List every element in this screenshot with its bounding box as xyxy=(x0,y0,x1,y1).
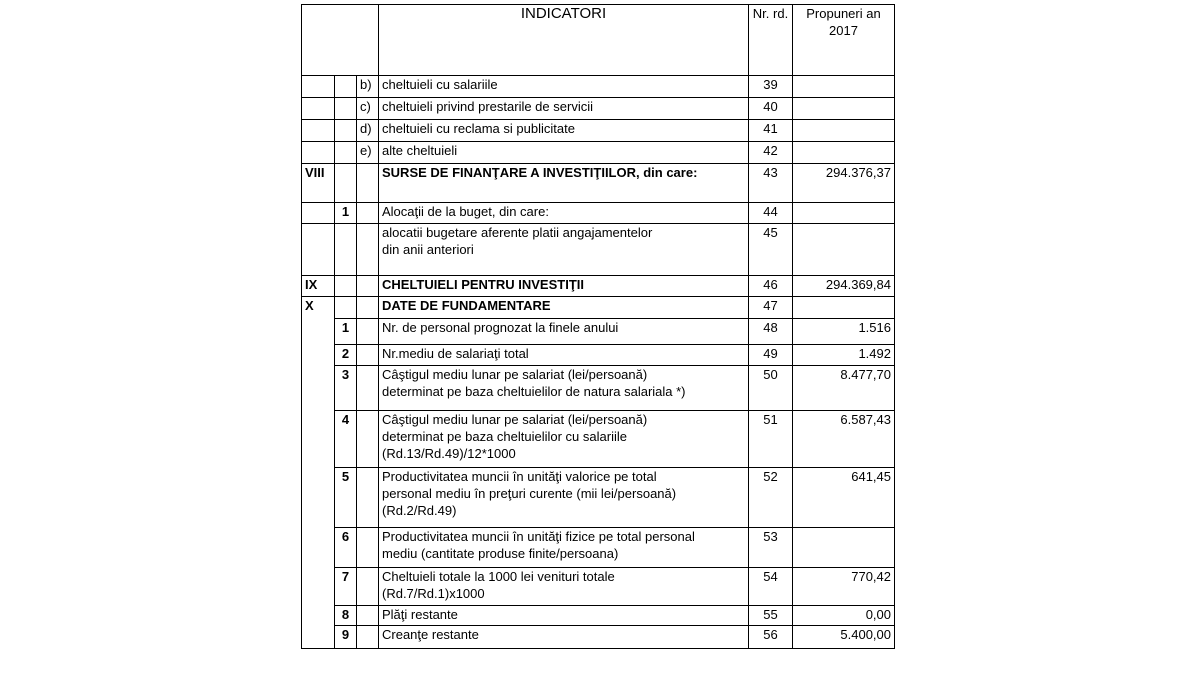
description-line: personal mediu în preţuri curente (mii lei/persoană) xyxy=(382,486,677,501)
description-line: mediu (cantitate produse finite/persoana) xyxy=(382,546,619,561)
value-cell xyxy=(793,224,895,276)
letter-cell xyxy=(357,164,379,203)
description-line: Plăţi restante xyxy=(382,607,458,622)
number-cell: 2 xyxy=(335,345,357,366)
roman-cell xyxy=(302,120,335,142)
description-line: SURSE DE FINANŢARE A INVESTIŢIILOR, din care: xyxy=(382,165,698,180)
header-propuneri xyxy=(793,5,895,76)
roman-cell xyxy=(302,224,335,276)
number-cell: 9 xyxy=(335,626,357,649)
letter-cell xyxy=(357,203,379,224)
table-row xyxy=(302,411,895,468)
table-row xyxy=(302,319,895,345)
letter-cell xyxy=(357,626,379,649)
row-number-cell: 47 xyxy=(749,297,793,319)
header-propuneri-line2: 2017 xyxy=(829,23,858,38)
description-line: alocatii bugetare aferente platii angajamentelor xyxy=(382,225,653,240)
table-row xyxy=(302,366,895,411)
value-cell xyxy=(793,297,895,319)
row-number-cell: 43 xyxy=(749,164,793,203)
table-row xyxy=(302,528,895,568)
letter-cell: b) xyxy=(357,76,379,98)
table-row xyxy=(302,345,895,366)
letter-cell xyxy=(357,297,379,319)
description-line: Alocaţii de la buget, din care: xyxy=(382,204,549,219)
value-cell: 294.376,37 xyxy=(793,164,895,203)
value-cell: 1.516 xyxy=(793,319,895,345)
number-cell: 3 xyxy=(335,366,357,411)
number-cell xyxy=(335,142,357,164)
header-row xyxy=(302,5,895,76)
number-cell xyxy=(335,276,357,297)
roman-cell xyxy=(302,468,335,528)
table-row xyxy=(302,203,895,224)
value-cell xyxy=(793,142,895,164)
row-number-cell: 50 xyxy=(749,366,793,411)
description-line: determinat pe baza cheltuielilor de natura salariala *) xyxy=(382,384,686,399)
table-row xyxy=(302,276,895,297)
table-row xyxy=(302,120,895,142)
description-line: DATE DE FUNDAMENTARE xyxy=(382,298,551,313)
value-cell: 770,42 xyxy=(793,568,895,606)
roman-cell xyxy=(302,76,335,98)
row-number-cell: 54 xyxy=(749,568,793,606)
roman-cell xyxy=(302,345,335,366)
number-cell xyxy=(335,76,357,98)
indicator-description xyxy=(379,203,749,224)
roman-cell xyxy=(302,411,335,468)
value-cell xyxy=(793,76,895,98)
indicator-description xyxy=(379,276,749,297)
number-cell: 1 xyxy=(335,203,357,224)
letter-cell xyxy=(357,528,379,568)
roman-cell xyxy=(302,366,335,411)
description-line: (Rd.7/Rd.1)x1000 xyxy=(382,586,485,601)
roman-cell xyxy=(302,528,335,568)
indicator-description xyxy=(379,142,749,164)
roman-cell xyxy=(302,626,335,649)
letter-cell xyxy=(357,319,379,345)
letter-cell xyxy=(357,606,379,626)
row-number-cell: 55 xyxy=(749,606,793,626)
indicator-description xyxy=(379,297,749,319)
header-blank-cell xyxy=(302,5,379,76)
roman-cell: IX xyxy=(302,276,335,297)
row-number-cell: 56 xyxy=(749,626,793,649)
description-line: din anii anteriori xyxy=(382,242,474,257)
value-cell: 1.492 xyxy=(793,345,895,366)
table-row xyxy=(302,98,895,120)
row-number-cell: 53 xyxy=(749,528,793,568)
row-number-cell: 45 xyxy=(749,224,793,276)
roman-cell xyxy=(302,98,335,120)
letter-cell xyxy=(357,468,379,528)
indicator-description xyxy=(379,120,749,142)
description-line: Cheltuieli totale la 1000 lei venituri totale xyxy=(382,569,615,584)
number-cell: 4 xyxy=(335,411,357,468)
indicator-description xyxy=(379,626,749,649)
description-line: cheltuieli cu reclama si publicitate xyxy=(382,121,575,136)
number-cell: 5 xyxy=(335,468,357,528)
header-propuneri-line1: Propuneri an xyxy=(806,6,881,21)
number-cell: 1 xyxy=(335,319,357,345)
table-row xyxy=(302,606,895,626)
table-row xyxy=(302,164,895,203)
value-cell xyxy=(793,120,895,142)
value-cell xyxy=(793,528,895,568)
roman-cell xyxy=(302,203,335,224)
table-row xyxy=(302,76,895,98)
description-line: (Rd.2/Rd.49) xyxy=(382,503,457,518)
indicator-description xyxy=(379,98,749,120)
letter-cell xyxy=(357,366,379,411)
number-cell xyxy=(335,98,357,120)
description-line: CHELTUIELI PENTRU INVESTIŢII xyxy=(382,277,584,292)
value-cell: 0,00 xyxy=(793,606,895,626)
description-line: determinat pe baza cheltuielilor cu salariile xyxy=(382,429,627,444)
description-line: (Rd.13/Rd.49)/12*1000 xyxy=(382,446,516,461)
indicators-table xyxy=(301,4,895,649)
number-cell xyxy=(335,297,357,319)
roman-cell xyxy=(302,319,335,345)
indicator-description xyxy=(379,528,749,568)
indicator-description xyxy=(379,568,749,606)
row-number-cell: 49 xyxy=(749,345,793,366)
description-line: Nr. de personal prognozat la finele anului xyxy=(382,320,619,335)
value-cell: 294.369,84 xyxy=(793,276,895,297)
letter-cell xyxy=(357,224,379,276)
table-row xyxy=(302,224,895,276)
roman-cell xyxy=(302,606,335,626)
row-number-cell: 51 xyxy=(749,411,793,468)
roman-cell xyxy=(302,142,335,164)
number-cell: 6 xyxy=(335,528,357,568)
value-cell xyxy=(793,203,895,224)
indicator-description xyxy=(379,345,749,366)
row-number-cell: 40 xyxy=(749,98,793,120)
value-cell: 6.587,43 xyxy=(793,411,895,468)
indicator-description xyxy=(379,319,749,345)
description-line: Câştigul mediu lunar pe salariat (lei/persoană) xyxy=(382,367,648,382)
number-cell: 8 xyxy=(335,606,357,626)
row-number-cell: 48 xyxy=(749,319,793,345)
letter-cell xyxy=(357,568,379,606)
table-row xyxy=(302,568,895,606)
row-number-cell: 42 xyxy=(749,142,793,164)
description-line: Nr.mediu de salariaţi total xyxy=(382,346,529,361)
row-number-cell: 39 xyxy=(749,76,793,98)
row-number-cell: 46 xyxy=(749,276,793,297)
value-cell: 641,45 xyxy=(793,468,895,528)
letter-cell: d) xyxy=(357,120,379,142)
letter-cell: e) xyxy=(357,142,379,164)
description-line: cheltuieli privind prestarile de servicii xyxy=(382,99,593,114)
table-row xyxy=(302,142,895,164)
table-row xyxy=(302,297,895,319)
letter-cell: c) xyxy=(357,98,379,120)
value-cell xyxy=(793,98,895,120)
indicator-description xyxy=(379,224,749,276)
letter-cell xyxy=(357,345,379,366)
roman-cell xyxy=(302,568,335,606)
indicator-description xyxy=(379,76,749,98)
indicator-description xyxy=(379,366,749,411)
indicator-description xyxy=(379,411,749,468)
number-cell xyxy=(335,164,357,203)
letter-cell xyxy=(357,411,379,468)
roman-cell: VIII xyxy=(302,164,335,203)
row-number-cell: 41 xyxy=(749,120,793,142)
table-row xyxy=(302,468,895,528)
number-cell xyxy=(335,224,357,276)
row-number-cell: 44 xyxy=(749,203,793,224)
table-row xyxy=(302,626,895,649)
description-line: Creanţe restante xyxy=(382,627,479,642)
indicator-description xyxy=(379,164,749,203)
row-number-cell: 52 xyxy=(749,468,793,528)
roman-cell: X xyxy=(302,297,335,319)
number-cell: 7 xyxy=(335,568,357,606)
indicator-description xyxy=(379,606,749,626)
value-cell: 5.400,00 xyxy=(793,626,895,649)
description-line: alte cheltuieli xyxy=(382,143,458,158)
description-line: Câştigul mediu lunar pe salariat (lei/persoană) xyxy=(382,412,648,427)
description-line: cheltuieli cu salariile xyxy=(382,77,498,92)
indicator-description xyxy=(379,468,749,528)
description-line: Productivitatea muncii în unităţi fizice pe total personal xyxy=(382,529,695,544)
header-indicatori: INDICATORI xyxy=(379,5,749,76)
letter-cell xyxy=(357,276,379,297)
value-cell: 8.477,70 xyxy=(793,366,895,411)
header-nr-rd: Nr. rd. xyxy=(749,5,793,76)
description-line: Productivitatea muncii în unităţi valorice pe total xyxy=(382,469,657,484)
number-cell xyxy=(335,120,357,142)
